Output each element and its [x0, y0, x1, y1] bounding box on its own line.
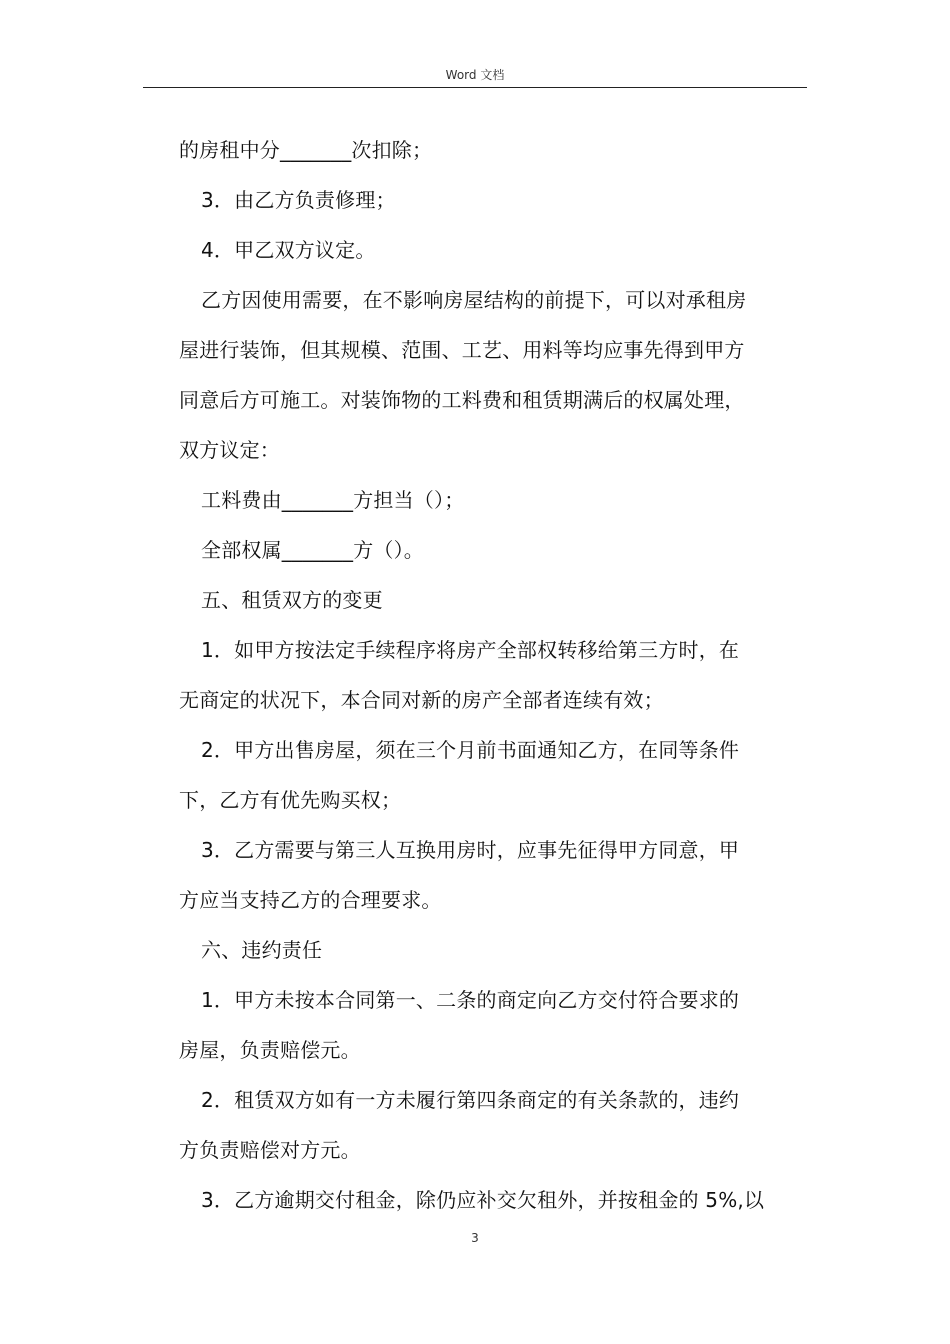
page-number: 3 — [471, 1231, 479, 1245]
paragraph: 无商定的状况下，本合同对新的房产全部者连续有效； — [179, 688, 664, 712]
paragraph: 3．由乙方负责修理； — [201, 188, 396, 212]
paragraph: 1．如甲方按法定手续程序将房产全部权转移给第三方时，在 — [201, 638, 740, 662]
paragraph: 2．甲方出售房屋，须在三个月前书面通知乙方，在同等条件 — [201, 738, 740, 762]
paragraph: 屋进行装饰，但其规模、范围、工艺、用料等均应事先得到甲方 — [179, 338, 745, 362]
paragraph: 同意后方可施工。对装饰物的工料费和租赁期满后的权属处理， — [179, 388, 745, 412]
paragraph: 下，乙方有优先购买权； — [179, 788, 402, 812]
header-rule — [143, 87, 807, 88]
section-heading: 六、违约责任 — [201, 938, 323, 962]
document-body — [179, 125, 811, 1225]
paragraph: 3．乙方需要与第三人互换用房时，应事先征得甲方同意，甲 — [201, 838, 740, 862]
paragraph: 双方议定： — [179, 438, 280, 462]
paragraph: 乙方因使用需要，在不影响房屋结构的前提下，可以对承租房 — [201, 288, 747, 312]
paragraph: 房屋，负责赔偿元。 — [179, 1038, 361, 1062]
paragraph: 4．甲乙双方议定。 — [201, 238, 376, 262]
paragraph: 方应当支持乙方的合理要求。 — [179, 888, 442, 912]
paragraph: 1．甲方未按本合同第一、二条的商定向乙方交付符合要求的 — [201, 988, 740, 1012]
paragraph: 3．乙方逾期交付租金，除仍应补交欠租外，并按租金的 5%,以 — [201, 1188, 765, 1212]
paragraph: 方负责赔偿对方元。 — [179, 1138, 361, 1162]
paragraph: 全部权属_______方（）。 — [201, 538, 424, 562]
paragraph: 的房租中分_______次扣除； — [179, 138, 433, 162]
page-header: Word 文档 — [445, 68, 505, 82]
section-heading: 五、租赁双方的变更 — [201, 588, 383, 612]
paragraph: 工料费由_______方担当（）； — [201, 488, 465, 512]
paragraph: 2．租赁双方如有一方未履行第四条商定的有关条款的，违约 — [201, 1088, 740, 1112]
